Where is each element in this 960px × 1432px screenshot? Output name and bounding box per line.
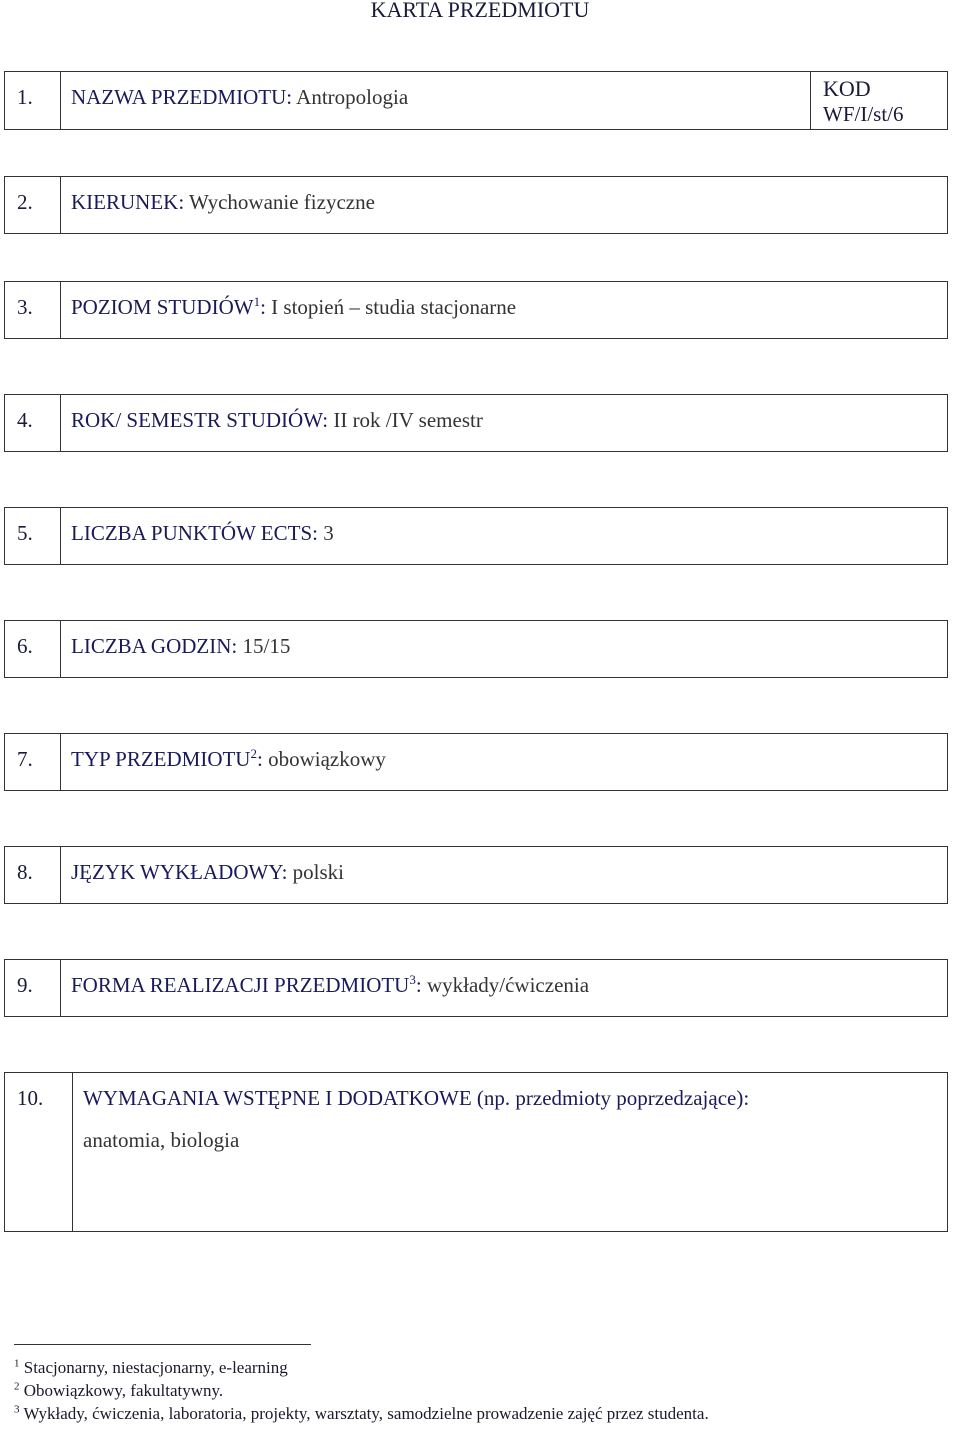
row-label: KIERUNEK:: [71, 190, 190, 214]
code-value: WF/I/st/6: [823, 102, 904, 126]
row-number-cell: [5, 395, 61, 451]
row-content: [71, 973, 589, 998]
row-label: LICZBA PUNKTÓW ECTS:: [71, 521, 324, 545]
row-content: [71, 860, 344, 885]
row-number-cell: [5, 72, 61, 129]
footnote-separator: [14, 1344, 311, 1345]
section-row-8: [4, 846, 948, 904]
footnote-marker: 3: [409, 972, 416, 987]
row-label: TYP PRZEDMIOTU: [71, 747, 251, 771]
footnote-marker: 1: [253, 294, 261, 309]
row-value: Wychowanie fizyczne: [189, 190, 375, 214]
row-number: 7.: [17, 747, 33, 771]
row-number: 3.: [17, 295, 33, 319]
row-value: I stopień – studia stacjonarne: [271, 295, 517, 319]
row-label-suffix: :: [260, 295, 272, 319]
row-number: 9.: [17, 973, 33, 997]
row-value: obowiązkowy: [268, 747, 386, 771]
row-content: [71, 85, 408, 110]
row-number-cell: [5, 960, 61, 1016]
row-label: ROK/ SEMESTR STUDIÓW:: [71, 408, 334, 432]
section-row-5: [4, 507, 948, 565]
row-number: 1.: [17, 85, 33, 109]
row-number: 2.: [17, 190, 33, 214]
row-label: JĘZYK WYKŁADOWY:: [71, 860, 293, 884]
page-title: KARTA PRZEDMIOTU: [370, 0, 590, 22]
row-value: II rok /IV semestr: [333, 408, 483, 432]
row-content: [71, 634, 290, 659]
row-value: wykłady/ćwiczenia: [426, 973, 590, 997]
section-row-2: [4, 176, 948, 234]
row-label: LICZBA GODZIN:: [71, 634, 243, 658]
footnote-number: 1: [14, 1357, 20, 1370]
row-number-cell: [5, 621, 61, 677]
row-number: 5.: [17, 521, 33, 545]
row-label-suffix: :: [256, 747, 269, 771]
footnote-text: Stacjonarny, niestacjonarny, e-learning: [19, 1358, 288, 1377]
footnote-2: [14, 1381, 223, 1401]
row-value: 15/15: [242, 634, 291, 658]
row-number: 8.: [17, 860, 33, 884]
section-row-4: [4, 394, 948, 452]
section-row-7: [4, 733, 948, 791]
footnote-marker: 2: [250, 746, 257, 761]
code-label: KOD: [823, 76, 871, 101]
row-value: 3: [323, 521, 334, 545]
section-row-9: [4, 959, 948, 1017]
footnote-number: 2: [14, 1380, 20, 1393]
row-content: [83, 1086, 749, 1111]
section-row-1: [4, 71, 948, 130]
row-number-cell: [5, 734, 61, 790]
row-label: POZIOM STUDIÓW: [71, 295, 254, 319]
row-content: [71, 408, 483, 433]
row-value: Antropologia: [296, 85, 409, 109]
row-number-cell: [5, 282, 61, 338]
code-cell: [810, 72, 947, 129]
row-content: [71, 295, 516, 320]
row-label: FORMA REALIZACJI PRZEDMIOTU: [71, 973, 410, 997]
footnote-number: 3: [14, 1403, 20, 1416]
section-row-6: [4, 620, 948, 678]
row-label-suffix: :: [415, 973, 427, 997]
row-number-cell: [5, 177, 61, 233]
footnote-text: Wykłady, ćwiczenia, laboratoria, projekty, warsztaty, samodzielne prowadzenie zajęć przez studenta.: [19, 1404, 709, 1423]
row-number: 10.: [17, 1086, 44, 1110]
footnote-text: Obowiązkowy, fakultatywny.: [19, 1381, 224, 1400]
row-number: 4.: [17, 408, 33, 432]
row-number: 6.: [17, 634, 33, 658]
row-label: NAZWA PRZEDMIOTU:: [71, 85, 297, 109]
section-row-3: [4, 281, 948, 339]
footnote-3: [14, 1404, 709, 1424]
row-number-cell: [5, 508, 61, 564]
footnote-1: [14, 1358, 288, 1378]
row-label: WYMAGANIA WSTĘPNE I DODATKOWE (np. przedmioty poprzedzające):: [83, 1086, 750, 1110]
row-value: polski: [292, 860, 344, 884]
section-row-10: [4, 1072, 948, 1232]
row-content: [71, 747, 386, 772]
row-number-cell: [5, 1073, 73, 1231]
row-number-cell: [5, 847, 61, 903]
row-content: [71, 521, 334, 546]
row-content: [71, 190, 375, 215]
row-value: anatomia, biologia: [83, 1128, 240, 1152]
